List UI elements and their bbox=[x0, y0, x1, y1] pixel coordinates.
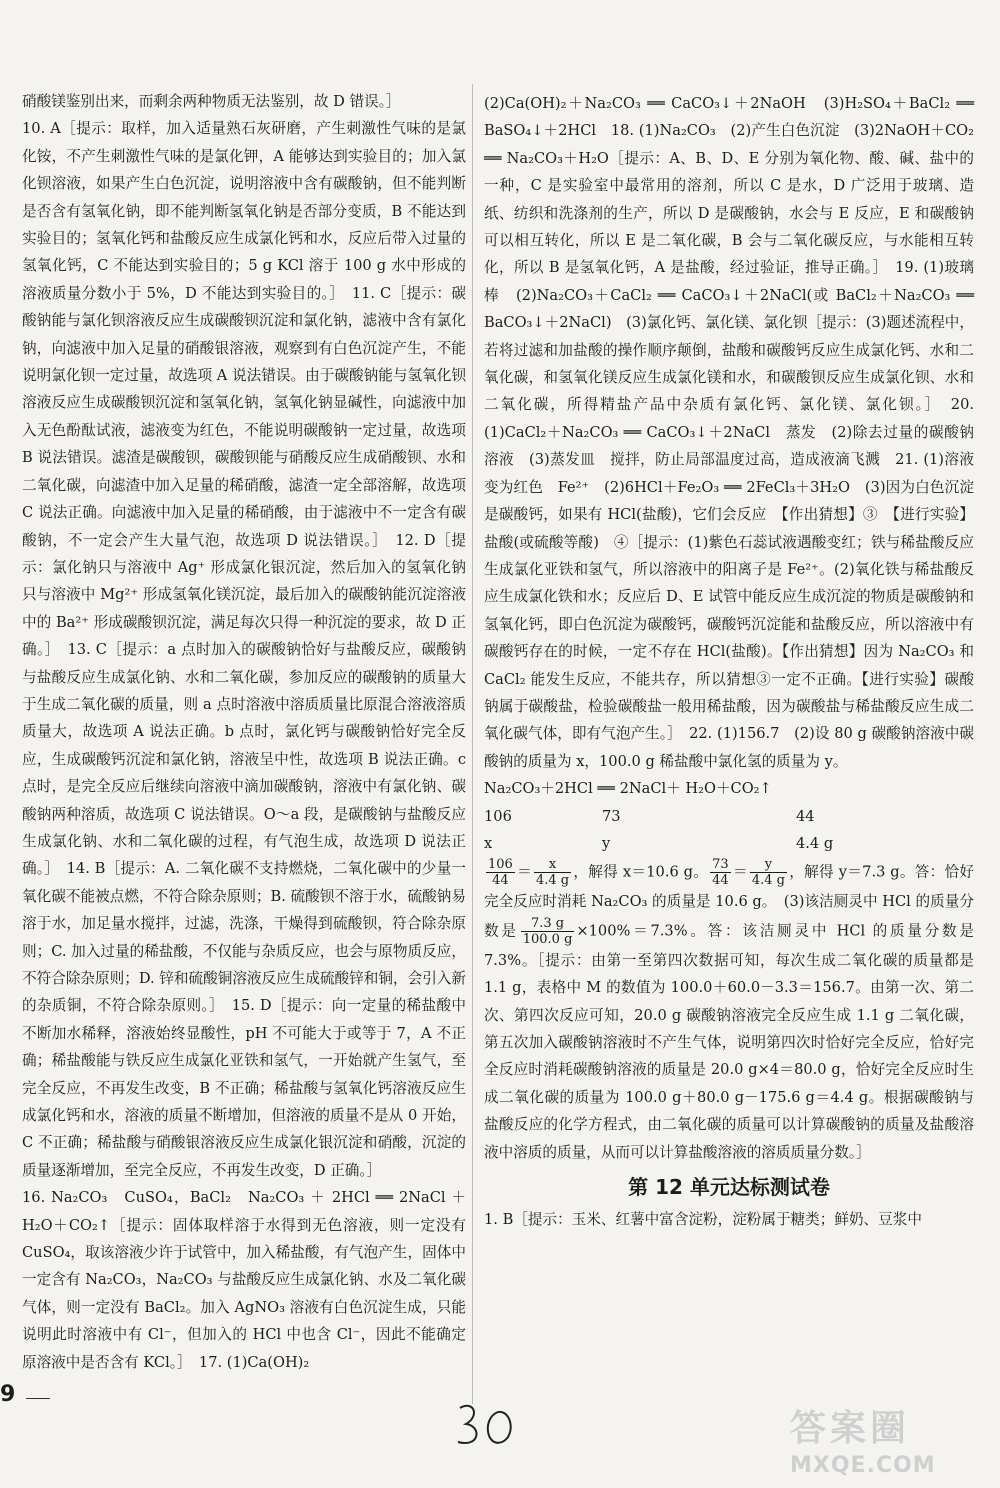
section-heading: 第 12 单元达标测试卷 bbox=[628, 1175, 830, 1200]
co2-value: 4.4 g bbox=[796, 834, 834, 852]
page-number: 9 bbox=[0, 1382, 16, 1407]
unknown-x: x bbox=[484, 834, 493, 852]
watermark-url: MXQE.COM bbox=[790, 1453, 936, 1478]
fraction-y-4.4: $\frac{y}{4.4 g}$ bbox=[751, 857, 785, 889]
left-paragraph-2: 10. A［提示：取样，加入适量熟石灰研磨，产生刺激性气味的是氯化铵，不产生刺激性气味的是氯化钾，A 能够达到实验目的；加入氯化钡溶液，如果产生白色沉淀，说明溶液中含有碳酸钠，但不能判断是否含有氢氧化钠，即不能判断氢氧化钠是否部分变质，B 不能达到实验目的；氢氧化钙和盐酸反应生成氯化钙和水，反应后带入过量的氢氧化钙，C 不能达到实验目的；5 g KCl 溶于 100 g 水中形成的溶液质量分数小于 5%，D 不能达到实验目的。］ 11. C［提示：碳酸钠能与氯化钡溶液反应生成碳酸钡沉淀和氯化钠，滤液中含有氯化钠，向滤液中加入足量的硝酸银溶液，观察到有白色沉淀产生，不能说明氯化钡一定过量，故选项 A 说法错误。由于碳酸钠能与氢氧化钡溶液反应生成碳酸钡沉淀和氢氧化钠，氢氧化钠显碱性，向滤液中加入无色酚酞试液，滤液变为红色，不能说明碳酸钠一定过量，故选项 B 说法错误。滤渣是碳酸钡，碳酸钡能与硝酸反应生成硝酸钡、水和二氧化碳，向滤渣中加入足量的稀硝酸，滤渣一定全部溶解，故选项 C 说法正确。向滤液中加入足量的稀硝酸，由于滤液中不一定含有碳酸钠，不一定会产生大量气泡，故选项 D 说法错误。］ 12. D［提示：氯化钠只与溶液中 Ag⁺ 形成氯化银沉淀，然后加入的氢氧化钠只与溶液中 Mg²⁺ 形成氢氧化镁沉淀，最后加入的碳酸钠能沉淀溶液中的 Ba²⁺ 形成碳酸钡沉淀，满足每次只得一种沉淀的要求，故 D 正确。］ 13. C［提示：a 点时加入的碳酸钠恰好与盐酸反应，碳酸钠与盐酸反应生成氯化钠、水和二氧化碳，参加反应的碳酸钠的质量大于生成二氧化碳的质量，则 a 点时溶液中溶质质量比原混合溶液溶质质量大，故选项 A 说法正确。b 点时，氯化钙与碳酸钠恰好完全反应，生成碳酸钙沉淀和氯化钠，溶液呈中性，故选项 B 说法正确。c 点时，是完全反应后继续向溶液中滴加碳酸钠，溶液中有氯化钠、碳酸钠两种溶质，故选项 C 说法错误。O～a 段，是碳酸钠与盐酸反应生成氯化钠、水和二氧化碳的过程，有气泡生成，故选项 D 说法正确。］ 14. B［提示：A. 二氧化碳不支持燃烧，二氧化碳中的少量一氧化碳不能被点燃，不符合除杂原则；B. 硫酸钡不溶于水，硫酸钠易溶于水，加足量水搅拌，过滤，洗涤，干燥得到硫酸钡，符合除杂原则；C. 加入过量的稀盐酸，不仅能与杂质反应，也会与原物质反应，不符合除杂原则；D. 锌和硫酸铜溶液反应生成硫酸锌和铜，会引入新的杂质铜，不符合除杂原则。］ 15. D［提示：向一定量的稀盐酸中不断加水稀释，溶液始终显酸性，pH 不可能大于或等于 7，A 不正确；稀盐酸能与铁反应生成氯化亚铁和氢气，一开始就产生氢气，至完全反应，不再发生改变，B 不正确；稀盐酸与氢氧化钙溶液反应生成氯化钙和水，溶液的质量不断增加，但溶液的质量不是从 0 开始，C 不正确；稀盐酸与硝酸银溶液反应生成氯化银沉淀和硝酸，沉淀的质量逐渐增加，至完全反应，不再发生改变，D 正确。］ bbox=[22, 120, 466, 1179]
handwritten-scribble bbox=[452, 1398, 522, 1458]
left-paragraph-3: 16. Na₂CO₃ CuSO₄，BaCl₂ Na₂CO₃ ＋ 2HCl ══ 2NaCl ＋ H₂O＋CO₂↑［提示：固体取样溶于水得到无色溶液，则一定没有 CuSO₄，取该溶液少许于试管中，加入稀盐酸，有气泡产生，固体中一定含有 Na₂CO₃，Na₂CO₃ 与盐酸反应生成氯化钠、水及二氧化碳气体，则一定没有 BaCl₂。加入 AgNO₃ 溶液有白色沉淀生成，只能说明此时溶液中有 Cl⁻，但加入的 HCl 中也含 Cl⁻，因此不能确定原溶液中是否含有 KCl。］ 17. (1)Ca(OH)₂ bbox=[22, 1189, 466, 1371]
mass-na2co3: 106 bbox=[484, 807, 512, 825]
watermark-title: 答案圈 bbox=[790, 1408, 911, 1449]
mass-hcl: 73 bbox=[602, 807, 621, 825]
calc-text-3: ×100%＝7.3%。答：该洁厕灵中 HCl 的质量分数是 7.3%。［提示：由第一至第四次数据可知，每次生成二氧化碳的质量都是 1.1 g，表格中 M 的数值为 100.0＋60.0－3.3＝156.7。由第一次、第二次、第四次反应可知，20.0 g 碳酸钠溶液完全反应生成 1.1 g 二氧化碳，第五次加入碳酸钠溶液时不产生气体，说明第四次时恰好完全反应，恰好完全反应时消耗碳酸钠溶液的质量是 20.0 g×4＝80.0 g，恰好完全反应时生成二氧化碳的质量为 100.0 g＋80.0 g－175.6 g＝4.4 g。根据碳酸钠与盐酸反应的化学方程式，由二氧化碳的质量可以计算碳酸钠的质量及盐酸溶液中溶质的质量，从而可以计算盐酸溶液的溶质质量分数。］ bbox=[484, 922, 974, 1161]
column-divider bbox=[472, 84, 473, 1404]
right-last-line: 1. B［提示：玉米、红薯中富含淀粉，淀粉属于糖类；鲜奶、豆浆中 bbox=[484, 1211, 922, 1229]
fraction-x-4.4: $\frac{x}{4.4 g}$ bbox=[535, 857, 570, 889]
left-column bbox=[22, 88, 466, 1376]
chemical-equation-block bbox=[484, 775, 974, 857]
calculation-paragraph: $\frac{106}{44}$ ＝ $\frac{x}{4.4 g}$ ，解得 x＝10.6 g。 $\frac{73}{44}$ ＝ $\frac{y}{4.4 g}$ ，解得 y＝7.3 g。答：恰好完全反应时消耗 Na₂CO₃ 的质量是 10.6 g。 (3)该洁厕灵中 HCl 的质量分数是 $\frac{7.3 g}{100.0 g}$ ×100%＝7.3%。答：该洁厕灵中 HCl 的质量分数是 7.3%。［提示：由第一至第四次数据可知，每次生成二氧化碳的质量都是 1.1 g，表格中 M 的数值为 100.0＋60.0－3.3＝156.7。由第一次、第二次、第四次反应可知，20.0 g 碳酸钠溶液完全反应生成 1.1 g 二氧化碳，第五次加入碳酸钠溶液时不产生气体，说明第四次时恰好完全反应，恰好完全反应时消耗碳酸钠溶液的质量是 20.0 g×4＝80.0 g，恰好完全反应时生成二氧化碳的质量为 100.0 g＋80.0 g－175.6 g＝4.4 g。根据碳酸钠与盐酸反应的化学方程式，由二氧化碳的质量可以计算碳酸钠的质量及盐酸溶液中溶质的质量，从而可以计算盐酸溶液的溶质质量分数。］ bbox=[484, 857, 974, 1161]
equation-mass-row bbox=[484, 803, 974, 830]
calc-text-2: ，解得 y＝7.3 g。答：恰好完全反应时消耗 Na₂CO₃ 的质量是 10.6 g。 (3)该洁厕灵中 HCl 的质量分数是 bbox=[484, 863, 974, 940]
equation-unknown-row bbox=[484, 830, 974, 857]
watermark-logo bbox=[790, 1400, 980, 1480]
mass-co2: 44 bbox=[796, 807, 815, 825]
right-column bbox=[484, 90, 974, 1233]
fraction-106-44: $\frac{106}{44}$ bbox=[488, 857, 513, 889]
chemical-equation: Na₂CO₃＋2HCl ══ 2NaCl＋ H₂O＋CO₂↑ bbox=[484, 780, 772, 798]
calc-text-1: ，解得 x＝10.6 g。 bbox=[573, 863, 709, 881]
fraction-73-44: $\frac{73}{44}$ bbox=[712, 857, 729, 889]
left-paragraph-1: 硝酸镁鉴别出来，而剩余两种物质无法鉴别，故 D 错误。］ bbox=[22, 93, 401, 110]
right-paragraph-answers: (2)Ca(OH)₂＋Na₂CO₃ ══ CaCO₃↓＋2NaOH (3)H₂SO₄＋BaCl₂ ══ BaSO₄↓＋2HCl 18. (1)Na₂CO₃ (2)产生白色沉淀 (3)2NaOH＋CO₂ ══ Na₂CO₃＋H₂O［提示：A、B、D、E 分别为氧化物、酸、碱、盐中的一种，C 是实验室中最常用的溶剂，所以 C 是水，D 广泛用于玻璃、造纸、纺织和洗涤剂的生产，所以 D 是碳酸钠，水会与 E 反应，E 和碳酸钠可以相互转化，所以 E 是二氧化碳，B 会与二氧化碳反应，与水能相互转化，所以 B 是氢氧化钙，A 是盐酸，经过验证，推导正确。］ 19. (1)玻璃棒 (2)Na₂CO₃＋CaCl₂ ══ CaCO₃↓＋2NaCl(或 BaCl₂＋Na₂CO₃ ══ BaCO₃↓＋2NaCl) (3)氯化钙、氯化镁、氯化钡［提示：(3)题述流程中，若将过滤和加盐酸的操作顺序颠倒，盐酸和碳酸钙反应生成氯化钙、水和二氧化碳，和氢氧化镁反应生成氯化镁和水，和碳酸钡反应生成氯化钡、水和二氧化碳，所得精盐产品中杂质有氯化钙、氯化镁、氯化钡。］ 20. (1)CaCl₂＋Na₂CO₃ ══ CaCO₃↓＋2NaCl 蒸发 (2)除去过量的碳酸钠溶液 (3)蒸发皿 搅拌，防止局部温度过高，造成液滴飞溅 21. (1)溶液变为红色 Fe²⁺ (2)6HCl＋Fe₂O₃ ══ 2FeCl₃＋3H₂O (3)因为白色沉淀是碳酸钙，如果有 HCl(盐酸)，它们会反应 【作出猜想】③ 【进行实验】盐酸(或硫酸等酸) ④［提示：(1)紫色石蕊试液遇酸变红；铁与稀盐酸反应生成氯化亚铁和氢气，所以溶液中的阳离子是 Fe²⁺。(2)氧化铁与稀盐酸反应生成氯化铁和水；反应后 D、E 试管中能反应生成沉淀的物质是碳酸钠和氢氧化钙，即白色沉淀为碳酸钙，碳酸钙沉淀能和盐酸反应，所以溶液中有碳酸钙存在的时候，一定不存在 HCl(盐酸)。【作出猜想】因为 Na₂CO₃ 和 CaCl₂ 能发生反应，不能共存，所以猜想③一定不正确。【进行实验】碳酸钠属于碳酸盐，检验碳酸盐一般用稀盐酸，因为碳酸盐与稀盐酸反应生成二氧化碳气体，即有气泡产生。］ 22. (1)156.7 (2)设 80 g 碳酸钠溶液中碳酸钠的质量为 x，100.0 g 稀盐酸中氯化氢的质量为 y。 bbox=[484, 95, 974, 770]
unknown-y: y bbox=[602, 834, 611, 852]
fraction-7.3-100: $\frac{7.3 g}{100.0 g}$ bbox=[522, 915, 573, 947]
page-number-rule bbox=[26, 1398, 50, 1399]
